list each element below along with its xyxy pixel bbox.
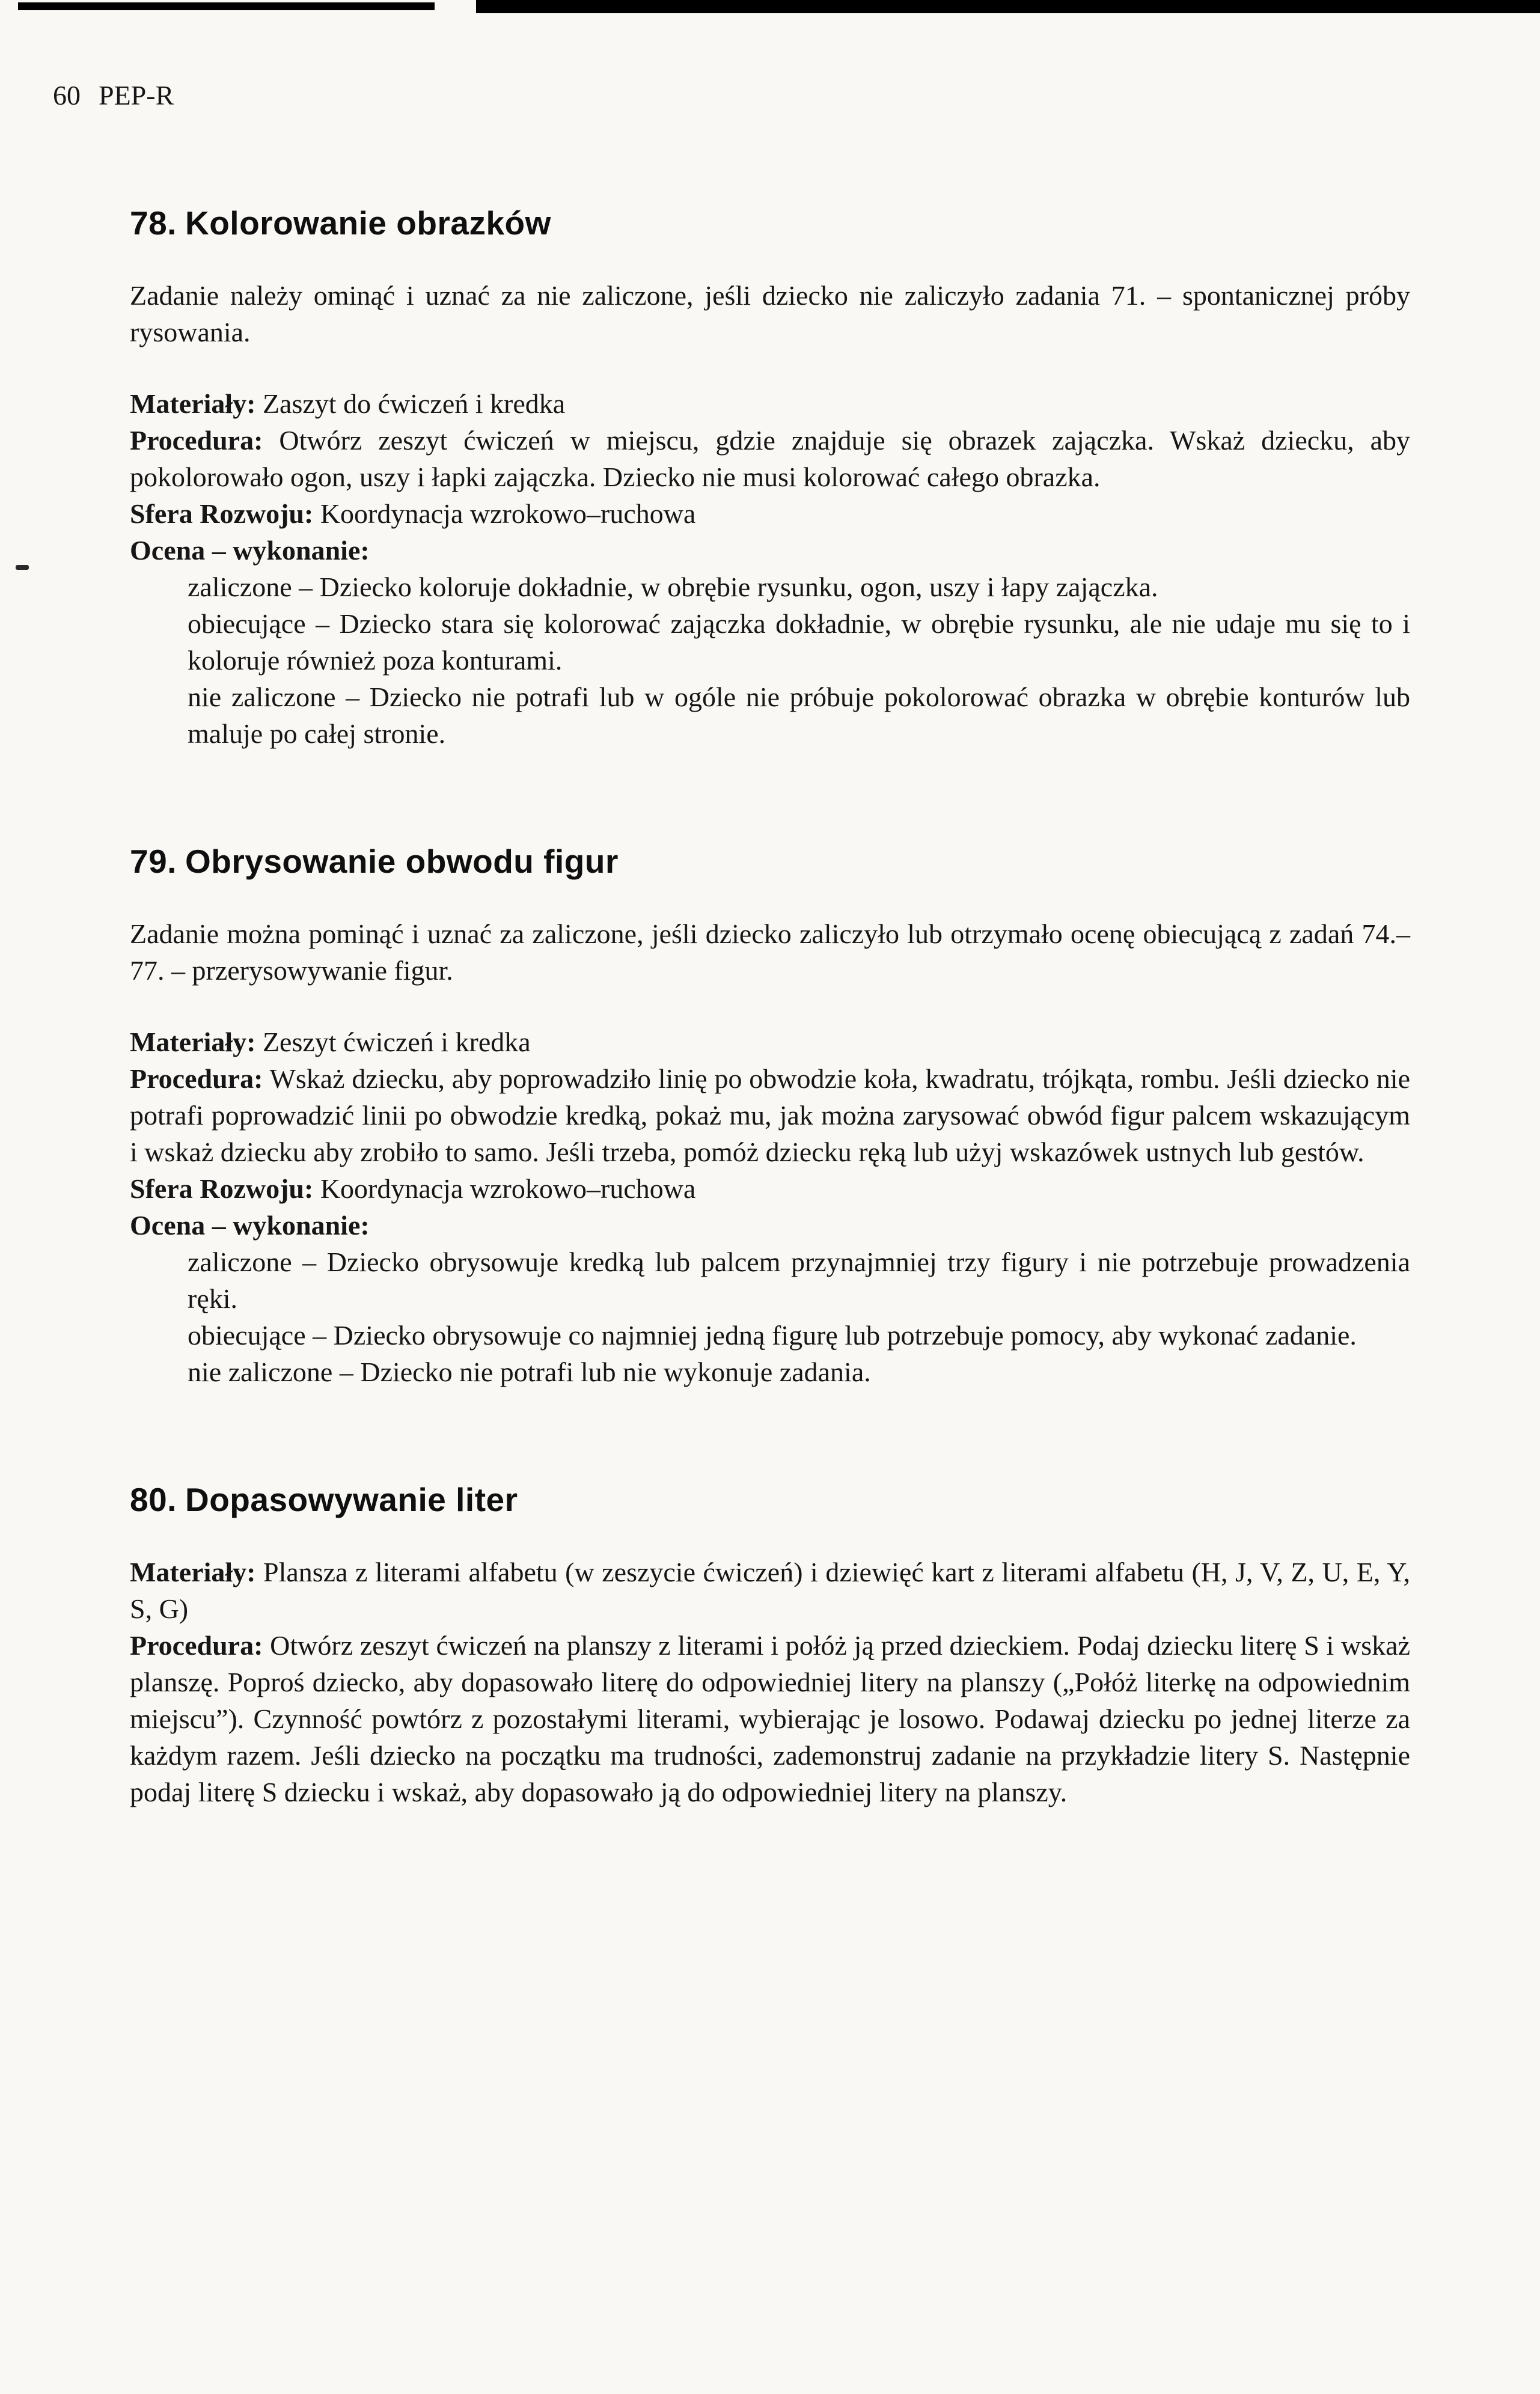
procedure-text: Otwórz zeszyt ćwiczeń na planszy z literami i połóż ją przed dzieckiem. Podaj dziecku literę S i wskaż planszę. Poproś dziecko, aby dopasowało literę do odpowiedniej litery na planszy („Połóż literkę na odpowiednim miejscu”). Czynność powtórz z pozostałymi literami, wybierając je losowo. Podawaj dziecku po jednej literze za każdym razem. Jeśli dziecko na początku ma trudności, zademonstruj zadanie na przykładzie litery S. Następnie podaj literę S dziecku i wskaż, aby dopasowało ją do odpowiedniej litery na planszy.: [130, 1630, 1410, 1807]
task-79-procedure: [130, 1060, 1410, 1170]
materials-text: Zaszyt do ćwiczeń i kredka: [262, 388, 566, 419]
task-number: 79.: [130, 843, 177, 880]
task-title: Dopasowywanie liter: [185, 1481, 518, 1518]
assessment-label: Ocena – wykonanie:: [130, 535, 370, 566]
running-header: [53, 77, 1410, 114]
task-78-grade-obiecujace: obiecujące – Dziecko stara się kolorować zajączka dokładnie, w obrębie rysunku, ale nie udaje mu się to i koloruje również poza konturami.: [188, 608, 1410, 676]
scan-artifact-speck: [16, 565, 29, 570]
sphere-label: Sfera Rozwoju:: [130, 498, 314, 529]
task-79-intro: Zadanie można pominąć i uznać za zaliczone, jeśli dziecko zaliczyło lub otrzymało ocenę obiecującą z zadań 74.–77. – przerysowywanie figur.: [130, 918, 1410, 986]
procedure-label: Procedura:: [130, 425, 263, 456]
task-78-sphere: [130, 495, 1410, 532]
task-80-materials: [130, 1554, 1410, 1627]
task-79-grade-nie-zaliczone: nie zaliczone – Dziecko nie potrafi lub nie wykonuje zadania.: [188, 1357, 871, 1387]
page-number: 60: [53, 80, 81, 111]
procedure-text: Otwórz zeszyt ćwiczeń w miejscu, gdzie znajduje się obrazek zajączka. Wskaż dziecku, aby pokolorowało ogon, uszy i łapki zajączka. Dziecko nie musi kolorować całego obrazka.: [130, 425, 1411, 492]
task-80-procedure: [130, 1627, 1410, 1810]
task-79-materials: [130, 1024, 1410, 1060]
materials-label: Materiały:: [130, 1557, 256, 1587]
task-number: 78.: [130, 204, 177, 242]
materials-text: Zeszyt ćwiczeń i kredka: [262, 1027, 531, 1057]
task-title: Obrysowanie obwodu figur: [185, 843, 619, 880]
sphere-label: Sfera Rozwoju:: [130, 1173, 314, 1204]
procedure-text: Wskaż dziecku, aby poprowadziło linię po obwodzie koła, kwadratu, trójkąta, rombu. Jeśli dziecko nie potrafi poprowadzić linii po obwodzie kredką, pokaż mu, jak można zarysować obwód figur palcem wskazującym i wskaż dziecku aby zrobiło to samo. Jeśli trzeba, pomóż dziecku ręką lub użyj wskazówek ustnych lub gestów.: [130, 1063, 1410, 1167]
task-78-intro: Zadanie należy ominąć i uznać za nie zaliczone, jeśli dziecko nie zaliczyło zadania 71. – spontanicznej próby rysowania.: [130, 280, 1410, 347]
running-title: PEP-R: [99, 80, 174, 111]
assessment-label: Ocena – wykonanie:: [130, 1210, 370, 1241]
scan-artifact-bar-left: [18, 2, 435, 10]
section-task-80: [130, 1480, 1410, 1810]
scan-artifact-bar-right: [476, 0, 1540, 13]
procedure-label: Procedura:: [130, 1630, 263, 1661]
task-80-heading: [130, 1480, 1410, 1519]
materials-text: Plansza z literami alfabetu (w zeszycie ćwiczeń) i dziewięć kart z literami alfabetu (H, J, V, Z, U, E, Y, S, G): [130, 1557, 1411, 1624]
materials-label: Materiały:: [130, 1027, 256, 1057]
task-number: 80.: [130, 1481, 177, 1518]
task-78-heading: [130, 204, 1410, 242]
sphere-text: Koordynacja wzrokowo–ruchowa: [320, 498, 696, 529]
task-79-grade-zaliczone: zaliczone – Dziecko obrysowuje kredką lub palcem przynajmniej trzy figury i nie potrzebuje prowadzenia ręki.: [188, 1247, 1410, 1314]
procedure-label: Procedura:: [130, 1063, 263, 1094]
task-78-grade-nie-zaliczone: nie zaliczone – Dziecko nie potrafi lub w ogóle nie próbuje pokolorować obrazka w obrębie konturów lub maluje po całej stronie.: [188, 682, 1410, 749]
task-78-assessment-label: [130, 532, 1410, 569]
section-task-79: [130, 842, 1410, 1390]
task-78-procedure: [130, 422, 1410, 495]
task-79-sphere: [130, 1170, 1410, 1207]
task-79-grade-obiecujace: obiecujące – Dziecko obrysowuje co najmniej jedną figurę lub potrzebuje pomocy, aby wykonać zadanie.: [188, 1320, 1357, 1351]
sphere-text: Koordynacja wzrokowo–ruchowa: [320, 1173, 696, 1204]
task-title: Kolorowanie obrazków: [185, 204, 551, 242]
section-task-78: [130, 204, 1410, 752]
task-78-materials: [130, 385, 1410, 422]
materials-label: Materiały:: [130, 388, 256, 419]
task-79-assessment-label: [130, 1207, 1410, 1244]
task-78-grade-zaliczone: zaliczone – Dziecko koloruje dokładnie, w obrębie rysunku, ogon, uszy i łapy zajączka.: [188, 572, 1158, 602]
task-79-heading: [130, 842, 1410, 881]
